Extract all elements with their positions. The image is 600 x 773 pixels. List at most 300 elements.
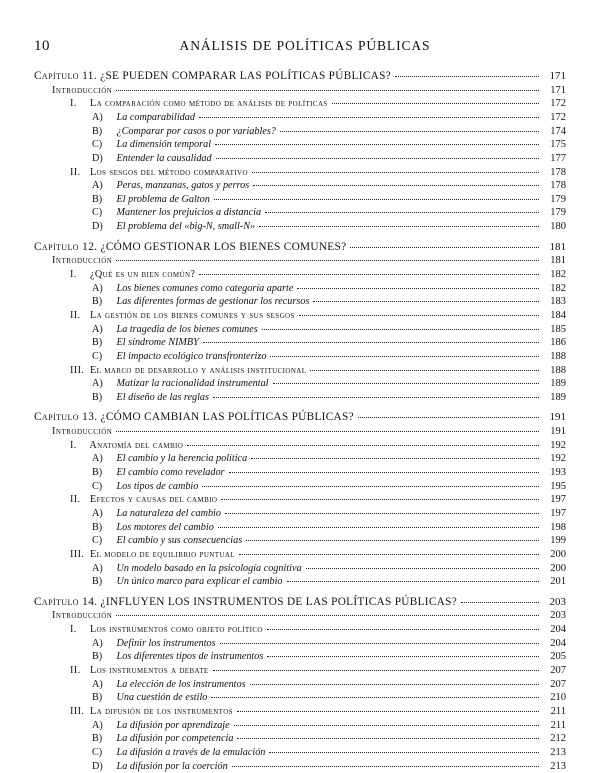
section-entry-page: 211	[550, 705, 566, 717]
leader-dots	[218, 520, 539, 528]
subsection-entry[interactable]	[34, 125, 566, 139]
subsection-entry-page: 213	[550, 760, 566, 772]
subsection-entry-prefix: B)	[92, 576, 103, 588]
subsection-entry-page: 200	[550, 562, 566, 574]
section-entry-label	[70, 439, 183, 452]
leader-dots	[310, 363, 539, 371]
leader-dots	[239, 547, 539, 555]
leader-dots	[358, 411, 539, 419]
chapter-entry-label	[34, 69, 391, 84]
leader-dots	[215, 138, 539, 146]
leader-dots	[220, 636, 539, 644]
chapter-block	[34, 595, 566, 773]
introduction-entry[interactable]	[34, 84, 566, 98]
subsection-entry-prefix: A)	[92, 678, 103, 690]
section-entry-prefix: III.	[70, 705, 85, 717]
section-entry-prefix: III.	[70, 548, 85, 560]
subsection-entry-text: Definir los instrumentos	[116, 637, 216, 649]
introduction-entry-label	[52, 609, 112, 622]
subsection-entry-text: La dimensión temporal	[116, 139, 212, 151]
leader-dots	[229, 466, 539, 474]
subsection-entry-label	[92, 746, 265, 759]
subsection-entry-label	[92, 336, 199, 349]
leader-dots	[221, 493, 539, 501]
section-entry-text: ¿Qué es un bien común?	[89, 269, 196, 281]
subsection-entry-page: 186	[550, 337, 566, 349]
subsection-entry-text: Mantener los prejuicios a distancia	[116, 207, 262, 219]
subsection-entry-page: 179	[550, 193, 566, 205]
leader-dots	[262, 322, 539, 330]
chapter-entry-prefix: Capítulo 11.	[34, 70, 98, 82]
subsection-entry-page: 207	[550, 678, 566, 690]
subsection-entry-text: El diseño de las reglas	[116, 391, 209, 403]
chapter-block	[34, 69, 566, 234]
subsection-entry-prefix: B)	[92, 391, 103, 403]
leader-dots	[297, 281, 539, 289]
subsection-entry-prefix: D)	[92, 221, 103, 233]
introduction-entry-text: Introducción	[52, 426, 113, 438]
subsection-entry-text: La difusión por la coerción	[116, 760, 228, 772]
subsection-entry-page: 205	[550, 651, 566, 663]
leader-dots	[280, 124, 539, 132]
subsection-entry-text: Matizar la racionalidad instrumental	[116, 378, 269, 390]
leader-dots	[251, 452, 539, 460]
subsection-entry-page: 185	[550, 323, 566, 335]
subsection-entry-label	[92, 480, 198, 493]
subsection-entry[interactable]	[34, 336, 566, 350]
chapter-block	[34, 240, 566, 405]
subsection-entry[interactable]	[34, 377, 566, 391]
subsection-entry[interactable]	[34, 193, 566, 207]
subsection-entry[interactable]	[34, 466, 566, 480]
section-entry-text: Efectos y causas del cambio	[89, 494, 218, 506]
subsection-entry-text: El cambio y sus consecuencias	[116, 535, 243, 547]
subsection-entry-label	[92, 206, 261, 219]
chapter-entry-prefix: Capítulo 12.	[34, 240, 98, 253]
subsection-entry-text: El síndrome NIMBY	[116, 337, 199, 349]
subsection-entry[interactable]	[34, 152, 566, 166]
chapter-block	[34, 410, 566, 588]
subsection-entry[interactable]	[34, 562, 566, 576]
subsection-entry-text: El cambio y la herencia política	[116, 453, 248, 465]
subsection-entry-prefix: B)	[92, 125, 103, 137]
page-header	[34, 38, 566, 55]
subsection-entry-label	[92, 521, 214, 534]
chapter-entry[interactable]	[34, 69, 566, 84]
leader-dots	[211, 691, 539, 699]
chapter-entry-prefix: Capítulo 13.	[34, 411, 98, 424]
section-entry[interactable]	[34, 548, 566, 562]
leader-dots	[350, 240, 539, 248]
section-entry-page: 182	[550, 269, 566, 281]
leader-dots	[202, 479, 539, 487]
subsection-entry-prefix: B)	[92, 521, 103, 533]
introduction-entry-label	[52, 84, 112, 97]
leader-dots	[199, 268, 539, 276]
subsection-entry[interactable]	[34, 732, 566, 746]
subsection-entry-page: 183	[550, 296, 566, 308]
chapter-entry-text: ¿INFLUYEN LOS INSTRUMENTOS DE LAS POLÍTICAS PÚBLICAS?	[100, 595, 458, 608]
chapter-entry-page: 171	[549, 70, 566, 82]
subsection-entry-text: Una cuestión de estilo	[116, 692, 208, 704]
subsection-entry-label	[92, 220, 255, 233]
leader-dots	[252, 165, 539, 173]
subsection-entry-prefix: A)	[92, 453, 103, 465]
subsection-entry[interactable]	[34, 111, 566, 125]
section-entry-page: 178	[550, 166, 566, 178]
subsection-entry[interactable]	[34, 507, 566, 521]
leader-dots	[213, 390, 539, 398]
section-entry-text: Los instrumentos a debate	[89, 665, 209, 677]
subsection-entry-text: Los motores del cambio	[116, 521, 214, 533]
section-entry[interactable]	[34, 364, 566, 378]
folio-number: 10	[34, 38, 50, 54]
subsection-entry-text: La difusión por competencia	[116, 733, 234, 745]
introduction-entry-text: Introducción	[52, 84, 113, 96]
section-entry-prefix: I.	[70, 98, 77, 110]
subsection-entry-page: 193	[550, 467, 566, 479]
subsection-entry-page: 178	[550, 180, 566, 192]
section-entry-label	[70, 664, 209, 677]
subsection-entry-text: El cambio como revelador	[116, 467, 225, 479]
leader-dots	[199, 110, 539, 118]
subsection-entry-label	[92, 534, 242, 547]
section-entry-label	[70, 493, 217, 506]
chapter-entry-label	[34, 595, 457, 610]
leader-dots	[265, 206, 539, 214]
introduction-entry-label	[52, 425, 112, 438]
section-entry-prefix: I.	[70, 439, 77, 451]
subsection-entry-prefix: C)	[92, 139, 103, 151]
subsection-entry-prefix: D)	[92, 760, 103, 772]
section-entry-text: Anatomía del cambio	[89, 439, 184, 451]
chapter-entry-page: 181	[549, 240, 566, 253]
subsection-entry-text: Los bienes comunes como categoría aparte	[116, 282, 294, 294]
subsection-entry-page: 198	[550, 521, 566, 533]
subsection-entry-text: La comparabilidad	[116, 111, 195, 123]
subsection-entry-label	[92, 111, 195, 124]
subsection-entry-label	[92, 295, 309, 308]
subsection-entry-page: 189	[550, 378, 566, 390]
section-entry[interactable]	[34, 309, 566, 323]
subsection-entry-prefix: B)	[92, 692, 103, 704]
subsection-entry[interactable]	[34, 323, 566, 337]
subsection-entry-prefix: A)	[92, 111, 103, 123]
subsection-entry-label	[92, 152, 212, 165]
subsection-entry-prefix: B)	[92, 733, 103, 745]
subsection-entry-page: 199	[550, 535, 566, 547]
leader-dots	[237, 732, 539, 740]
leader-dots	[299, 308, 539, 316]
subsection-entry[interactable]	[34, 760, 566, 773]
subsection-entry[interactable]	[34, 534, 566, 548]
chapter-entry-text: ¿SE PUEDEN COMPARAR LAS POLÍTICAS PÚBLICAS?	[100, 70, 391, 82]
chapter-entry-text: ¿CÓMO CAMBIAN LAS POLÍTICAS PÚBLICAS?	[100, 411, 354, 424]
leader-dots	[259, 220, 539, 228]
subsection-entry-prefix: B)	[92, 337, 103, 349]
section-entry-page: 184	[550, 309, 566, 321]
introduction-entry-page: 171	[550, 84, 566, 96]
subsection-entry-prefix: C)	[92, 350, 103, 362]
subsection-entry[interactable]	[34, 678, 566, 692]
subsection-entry[interactable]	[34, 206, 566, 220]
subsection-entry-prefix: A)	[92, 282, 103, 294]
subsection-entry-text: La elección de los instrumentos	[116, 678, 246, 690]
section-entry[interactable]	[34, 439, 566, 453]
subsection-entry-label	[92, 575, 283, 588]
subsection-entry-page: 204	[550, 637, 566, 649]
leader-dots	[306, 561, 539, 569]
leader-dots	[246, 534, 539, 542]
running-title: ANÁLISIS DE POLÍTICAS PÚBLICAS	[179, 38, 431, 53]
leader-dots	[187, 438, 539, 446]
table-of-contents	[34, 69, 566, 773]
introduction-entry[interactable]	[34, 425, 566, 439]
subsection-entry[interactable]	[34, 138, 566, 152]
introduction-entry-page: 181	[550, 255, 566, 267]
subsection-entry-prefix: A)	[92, 562, 103, 574]
subsection-entry-text: ¿Comparar por casos o por variables?	[116, 125, 276, 137]
leader-dots	[116, 609, 539, 617]
leader-dots	[267, 623, 539, 631]
section-entry-page: 172	[550, 98, 566, 110]
subsection-entry-label	[92, 452, 247, 465]
subsection-entry-label	[92, 179, 249, 192]
section-entry-text: La gestión de los bienes comunes y sus sesgos	[89, 309, 295, 321]
subsection-entry-text: El impacto ecológico transfronterizo	[116, 350, 267, 362]
leader-dots	[313, 295, 539, 303]
section-entry-prefix: I.	[70, 269, 77, 281]
subsection-entry-text: Un modelo basado en la psicología cognitiva	[116, 562, 302, 574]
leader-dots	[395, 70, 539, 78]
section-entry-label	[70, 166, 248, 179]
leader-dots	[270, 349, 539, 357]
leader-dots	[116, 83, 539, 91]
subsection-entry-prefix: B)	[92, 296, 103, 308]
leader-dots	[269, 745, 539, 753]
subsection-entry-label	[92, 678, 246, 691]
section-entry[interactable]	[34, 493, 566, 507]
introduction-entry-text: Introducción	[52, 255, 113, 267]
subsection-entry-text: La difusión por aprendizaje	[116, 719, 230, 731]
leader-dots	[461, 595, 539, 603]
subsection-entry-label	[92, 691, 207, 704]
subsection-entry-label	[92, 138, 211, 151]
subsection-entry-label	[92, 732, 233, 745]
subsection-entry-text: Los diferentes tipos de instrumentos	[116, 651, 264, 663]
subsection-entry-label	[92, 466, 225, 479]
subsection-entry-prefix: A)	[92, 507, 103, 519]
section-entry[interactable]	[34, 623, 566, 637]
subsection-entry[interactable]	[34, 746, 566, 760]
leader-dots	[116, 425, 539, 433]
subsection-entry[interactable]	[34, 480, 566, 494]
subsection-entry-page: 192	[550, 453, 566, 465]
subsection-entry-page: 177	[550, 152, 566, 164]
leader-dots	[232, 759, 539, 767]
subsection-entry-text: Peras, manzanas, gatos y perros	[116, 180, 250, 192]
section-entry-prefix: III.	[70, 364, 85, 376]
section-entry-text: La comparación como método de análisis de políticas	[89, 98, 328, 110]
subsection-entry-label	[92, 507, 221, 520]
section-entry-label	[70, 623, 263, 636]
chapter-entry-text: ¿CÓMO GESTIONAR LOS BIENES COMUNES?	[100, 240, 347, 253]
subsection-entry-page: 213	[550, 746, 566, 758]
subsection-entry-prefix: A)	[92, 180, 103, 192]
subsection-entry-prefix: B)	[92, 467, 103, 479]
subsection-entry-page: 201	[550, 576, 566, 588]
section-entry-text: El marco de desarrollo y análisis institucional	[89, 364, 307, 376]
section-entry-text: El modelo de equilibrio puntual	[89, 548, 236, 560]
subsection-entry-text: La difusión a través de la emulación	[116, 746, 266, 758]
chapter-entry[interactable]	[34, 240, 566, 255]
subsection-entry[interactable]	[34, 452, 566, 466]
subsection-entry[interactable]	[34, 179, 566, 193]
section-entry[interactable]	[34, 268, 566, 282]
section-entry-label	[70, 548, 235, 561]
leader-dots	[213, 664, 539, 672]
leader-dots	[203, 336, 539, 344]
subsection-entry[interactable]	[34, 637, 566, 651]
chapter-entry-label	[34, 410, 354, 425]
subsection-entry[interactable]	[34, 391, 566, 405]
leader-dots	[116, 254, 539, 262]
section-entry-page: 188	[550, 364, 566, 376]
subsection-entry-page: 197	[550, 507, 566, 519]
subsection-entry-page: 189	[550, 391, 566, 403]
leader-dots	[267, 650, 539, 658]
leader-dots	[216, 151, 539, 159]
section-entry-label	[70, 268, 195, 281]
subsection-entry-label	[92, 637, 216, 650]
subsection-entry-page: 182	[550, 282, 566, 294]
section-entry[interactable]	[34, 97, 566, 111]
subsection-entry-prefix: A)	[92, 637, 103, 649]
introduction-entry[interactable]	[34, 609, 566, 623]
subsection-entry[interactable]	[34, 650, 566, 664]
introduction-entry[interactable]	[34, 254, 566, 268]
subsection-entry-label	[92, 350, 266, 363]
section-entry-label	[70, 705, 233, 718]
subsection-entry-text: Los tipos de cambio	[116, 480, 199, 492]
subsection-entry-prefix: A)	[92, 323, 103, 335]
leader-dots	[332, 97, 539, 105]
subsection-entry-prefix: A)	[92, 378, 103, 390]
subsection-entry-page: 210	[550, 692, 566, 704]
section-entry-text: Los sesgos del método comparativo	[89, 166, 248, 178]
subsection-entry-prefix: C)	[92, 746, 103, 758]
subsection-entry-page: 195	[550, 480, 566, 492]
subsection-entry-page: 179	[550, 207, 566, 219]
subsection-entry-prefix: C)	[92, 535, 103, 547]
section-entry-label	[70, 364, 306, 377]
section-entry-text: La difusión de los instrumentos	[89, 705, 233, 717]
subsection-entry[interactable]	[34, 521, 566, 535]
subsection-entry-page: 174	[550, 125, 566, 137]
subsection-entry[interactable]	[34, 295, 566, 309]
subsection-entry-text: Un único marco para explicar el cambio	[116, 576, 283, 588]
subsection-entry[interactable]	[34, 282, 566, 296]
subsection-entry-label	[92, 193, 210, 206]
section-entry-prefix: II.	[70, 309, 81, 321]
leader-dots	[234, 718, 539, 726]
leader-dots	[225, 506, 539, 514]
subsection-entry-page: 180	[550, 221, 566, 233]
subsection-entry-label	[92, 562, 302, 575]
leader-dots	[214, 192, 539, 200]
section-entry-prefix: II.	[70, 665, 81, 677]
introduction-entry-page: 191	[550, 426, 566, 438]
section-entry-page: 192	[550, 439, 566, 451]
section-entry[interactable]	[34, 664, 566, 678]
chapter-entry-prefix: Capítulo 14.	[34, 595, 98, 608]
section-entry-prefix: I.	[70, 624, 77, 636]
section-entry-prefix: II.	[70, 494, 81, 506]
subsection-entry-prefix: C)	[92, 207, 103, 219]
subsection-entry-label	[92, 719, 230, 732]
subsection-entry-text: El problema de Galton	[116, 193, 210, 205]
subsection-entry-label	[92, 760, 228, 773]
subsection-entry-label	[92, 125, 276, 138]
introduction-entry-page: 203	[550, 610, 566, 622]
leader-dots	[287, 575, 539, 583]
section-entry-page: 197	[550, 494, 566, 506]
section-entry-label	[70, 97, 328, 110]
subsection-entry-label	[92, 391, 209, 404]
chapter-entry-page: 203	[549, 595, 566, 608]
subsection-entry-prefix: D)	[92, 152, 103, 164]
subsection-entry-prefix: A)	[92, 719, 103, 731]
introduction-entry-label	[52, 254, 112, 267]
subsection-entry[interactable]	[34, 575, 566, 589]
section-entry[interactable]	[34, 705, 566, 719]
subsection-entry-text: Entender la causalidad	[116, 152, 212, 164]
subsection-entry[interactable]	[34, 220, 566, 234]
section-entry-label	[70, 309, 295, 322]
section-entry-page: 204	[550, 624, 566, 636]
subsection-entry[interactable]	[34, 691, 566, 705]
leader-dots	[253, 179, 539, 187]
section-entry-page: 200	[550, 548, 566, 560]
chapter-entry[interactable]	[34, 410, 566, 425]
subsection-entry-prefix: B)	[92, 193, 103, 205]
subsection-entry-text: Las diferentes formas de gestionar los recursos	[116, 296, 310, 308]
subsection-entry-page: 212	[550, 733, 566, 745]
section-entry-prefix: II.	[70, 166, 81, 178]
subsection-entry-text: La naturaleza del cambio	[116, 507, 221, 519]
subsection-entry-text: La tragedia de los bienes comunes	[116, 323, 258, 335]
introduction-entry-text: Introducción	[52, 610, 113, 622]
section-entry-text: Los instrumentos como objeto político	[89, 624, 263, 636]
subsection-entry[interactable]	[34, 719, 566, 733]
subsection-entry-label	[92, 377, 269, 390]
section-entry-page: 207	[550, 665, 566, 677]
leader-dots	[250, 677, 539, 685]
section-entry[interactable]	[34, 166, 566, 180]
subsection-entry-page: 172	[550, 111, 566, 123]
subsection-entry-label	[92, 323, 258, 336]
subsection-entry[interactable]	[34, 350, 566, 364]
subsection-entry-label	[92, 282, 293, 295]
subsection-entry-page: 188	[550, 350, 566, 362]
subsection-entry-page: 175	[550, 139, 566, 151]
chapter-entry-label	[34, 240, 346, 255]
subsection-entry-text: El problema del «big-N, small-N»	[116, 221, 256, 233]
chapter-entry-page: 191	[549, 411, 566, 424]
subsection-entry-label	[92, 650, 263, 663]
chapter-entry[interactable]	[34, 595, 566, 610]
subsection-entry-prefix: B)	[92, 651, 103, 663]
